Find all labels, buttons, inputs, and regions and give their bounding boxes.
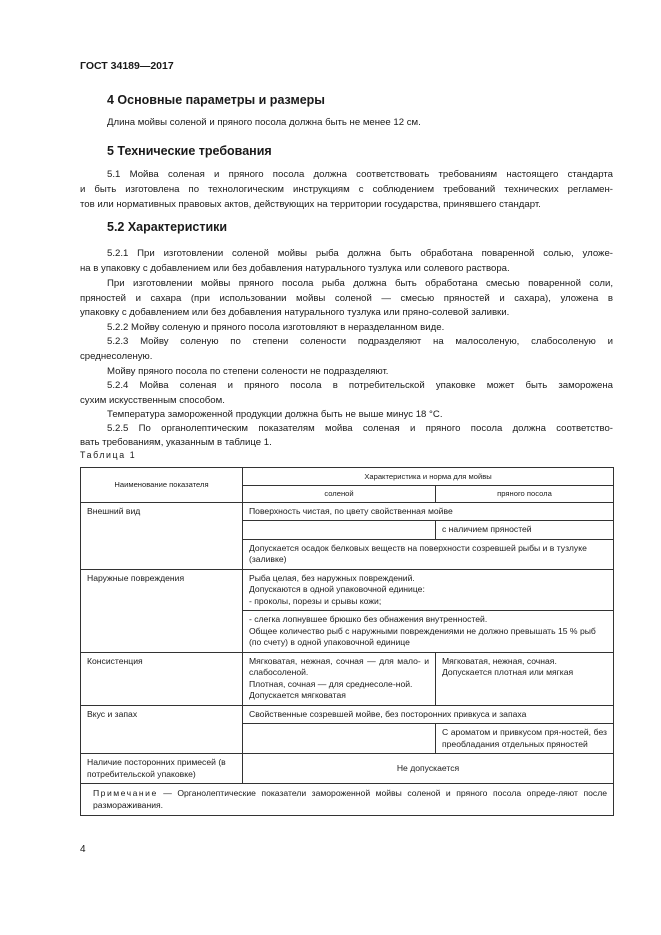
appearance-both-2: Допускается осадок белковых веществ на поверхности созревшей рыбы и в тузлуке (заливке): [243, 539, 614, 569]
col-header-group: Характеристика и норма для мойвы: [243, 468, 614, 486]
appearance-spiced: с наличием пряностей: [436, 521, 614, 540]
consistency-salted-3: Допускается мягковатая: [249, 690, 346, 700]
para-5-2-1-line2: на в упаковку с добавлением или без добавления натурального тузлука или солевого раствора.: [80, 263, 510, 274]
row-name-appearance: Внешний вид: [81, 502, 243, 569]
para-5-2-3-line2: среднесоленую.: [80, 351, 153, 362]
para-5-1-line1: 5.1 Мойва соленая и пряного посола должна соответствовать требованиям настоящего стандарта: [107, 169, 613, 180]
damage-line-4: - слегка лопнувшее брюшко без обнажения внутренностей.: [249, 614, 488, 624]
table-header-row: [81, 468, 614, 486]
col-header-salted: соленой: [243, 486, 436, 503]
note-text: — Органолептические показатели замороженной мойвы соленой и пряного посола опреде-ляют после размораживания.: [93, 788, 607, 810]
col-header-spiced: пряного посола: [436, 486, 614, 503]
impurities-value: Не допускается: [243, 754, 614, 784]
note-label: Примечание: [93, 788, 158, 798]
damage-line-2: Допускаются в одной упаковочной единице:: [249, 584, 425, 594]
damage-line-1: Рыба целая, без наружных повреждений.: [249, 572, 415, 583]
para-5-2-1-line1: 5.2.1 При изготовлении соленой мойвы рыба должна быть обработана поваренной солью, уложе-: [107, 248, 613, 259]
appearance-both: Поверхность чистая, по цвету свойственная мойве: [243, 502, 614, 521]
consistency-spiced-2: Допускается плотная или мягкая: [442, 667, 574, 677]
para-5-2-4-line1: 5.2.4 Мойва соленая и пряного посола в потребительской упаковке может быть заморожена: [107, 380, 613, 391]
document-header: ГОСТ 34189—2017: [80, 60, 174, 72]
row-name-impurities: Наличие посторонних примесей (в потребительской упаковке): [81, 754, 243, 784]
para-5-2-2: 5.2.2 Мойву соленую и пряного посола изготовляют в неразделанном виде.: [107, 322, 445, 333]
section-5-title: 5 Технические требования: [107, 144, 272, 158]
appearance-salted-empty: [243, 521, 436, 540]
taste-salted-empty: [243, 724, 436, 754]
para-5-2-5-line1: 5.2.5 По органолептическим показателям мойва соленая и пряного посола должна соответство-: [107, 423, 613, 434]
section-4-title: 4 Основные параметры и размеры: [107, 93, 325, 107]
table-row: [81, 502, 614, 521]
col-header-indicator: Наименование показателя: [81, 468, 243, 503]
consistency-salted-1: Мягковатая, нежная, сочная — для мало- и слабосоленой.: [249, 655, 429, 677]
para-5-2-3-line1: 5.2.3 Мойву соленую по степени солености подразделяют на малосоленую, слабосоленую и: [107, 336, 613, 347]
organoleptic-table: [80, 467, 614, 816]
para-5-2-4b: Температура замороженной продукции должна быть не выше минус 18 °С.: [107, 409, 443, 420]
table-row: [81, 754, 614, 784]
page-number: 4: [80, 844, 86, 855]
para-5-2-1b-line3: упаковку с добавлением или без добавления натурального тузлука или пряно-солевой заливки.: [80, 307, 510, 318]
row-name-consistency: Консистенция: [81, 652, 243, 705]
para-5-2-4-line2: сухим искусственным способом.: [80, 395, 225, 406]
damage-line-3: - проколы, порезы и срывы кожи;: [249, 595, 382, 606]
table-caption: Таблица 1: [80, 450, 137, 460]
damage-part-1: [243, 569, 614, 611]
table-note: [81, 784, 614, 816]
para-5-1-line3: тов или нормативных правовых актов, действующих на территории государства, принявшего стандарт.: [80, 199, 541, 210]
para-5-2-1b-line2: пряностей и сахара (при использовании мойвы соленой — смесью пряностей и сахара), уложена в: [80, 293, 613, 304]
table-row: [81, 569, 614, 611]
consistency-salted: [243, 652, 436, 705]
section-4-text: Длина мойвы соленой и пряного посола должна быть не менее 12 см.: [107, 117, 421, 128]
taste-both: Свойственные созревшей мойве, без посторонних привкуса и запаха: [243, 705, 614, 724]
row-name-damage: Наружные повреждения: [81, 569, 243, 652]
table-note-row: [81, 784, 614, 816]
table-row: [81, 652, 614, 705]
para-5-2-3b: Мойву пряного посола по степени солености не подразделяют.: [107, 366, 389, 377]
para-5-1-line2: и быть изготовлена по технологическим инструкциям с соблюдением требований технических регламен-: [80, 184, 613, 195]
para-5-2-1b-line1: При изготовлении мойвы пряного посола рыба должна быть обработана смесью поваренной соли,: [107, 278, 613, 289]
table-row: [81, 705, 614, 724]
taste-spiced: С ароматом и привкусом пря-ностей, без преобладания отдельных пряностей: [436, 724, 614, 754]
consistency-salted-2: Плотная, сочная — для среднесоле-ной.: [249, 678, 413, 689]
para-5-2-5-line2: вать требованиям, указанным в таблице 1.: [80, 437, 272, 448]
section-5-2-title: 5.2 Характеристики: [107, 220, 228, 234]
damage-line-5: Общее количество рыб с наружными повреждениями не должно превышать 15 % рыб (по счету) в одной упаковочной единице: [249, 625, 596, 647]
consistency-spiced-1: Мягковатая, нежная, сочная.: [442, 655, 557, 666]
row-name-taste: Вкус и запах: [81, 705, 243, 754]
consistency-spiced: [436, 652, 614, 705]
damage-part-2: [243, 611, 614, 653]
